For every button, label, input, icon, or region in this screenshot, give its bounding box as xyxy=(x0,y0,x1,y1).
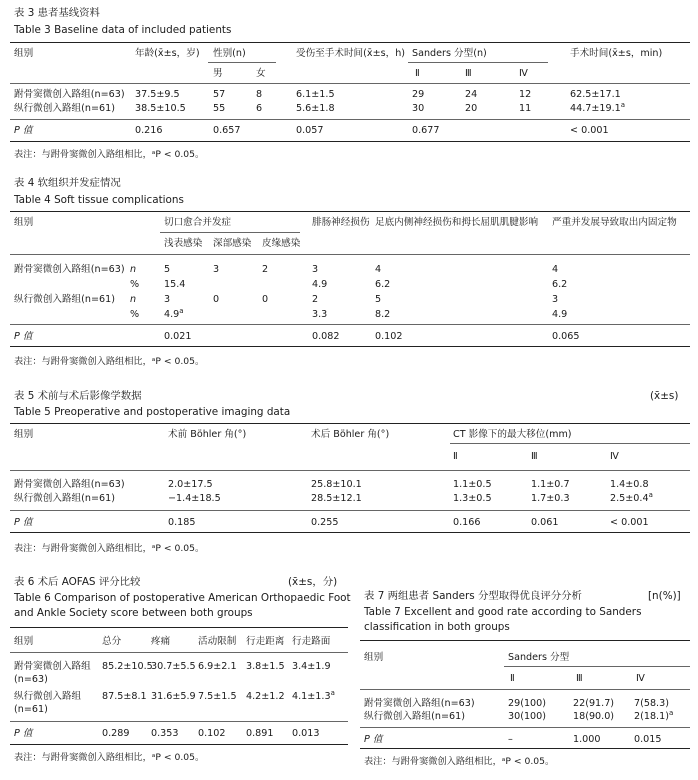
cell-p-total: 0.289 xyxy=(102,728,130,739)
cell-sural: 4.9 xyxy=(312,279,328,290)
p-rule xyxy=(10,119,690,120)
cell-sural: 3.3 xyxy=(312,309,328,320)
cell-injury-time: 5.6±1.8 xyxy=(296,103,335,114)
cell-ii: 29(100) xyxy=(508,698,547,709)
header-sural: 腓肠神经损伤 xyxy=(312,217,370,228)
cell-removal: 4 xyxy=(552,264,559,275)
cell-p-distance: 0.891 xyxy=(246,728,274,739)
cell-male: 57 xyxy=(213,89,226,100)
table-6-caption-cn: 表 6 术后 AOFAS 评分比较 xyxy=(14,576,141,588)
cell-op-time xyxy=(570,100,626,115)
cell-p-pre: 0.185 xyxy=(168,517,196,528)
row-group: 纵行微创入路组(n=61) xyxy=(364,711,465,722)
cell-iv: 12 xyxy=(519,89,532,100)
cell-p-surface: 0.013 xyxy=(292,728,320,739)
header-rule xyxy=(10,83,690,84)
cell-ii: 30(100) xyxy=(508,711,547,722)
cell-plantar: 5 xyxy=(375,294,382,305)
cell-distance: 4.2±1.2 xyxy=(246,691,285,702)
cell-total: 85.2±10.5 xyxy=(102,661,153,672)
cell-edge: 2 xyxy=(262,264,269,275)
cell-iv: 1.4±0.8 xyxy=(610,479,649,490)
header-group: 组别 xyxy=(14,636,34,647)
cell-p-ii: – xyxy=(508,734,513,745)
row-group: 纵行微创入路组(n=61) xyxy=(14,103,115,114)
header-sanders: Sanders 分型 xyxy=(508,652,570,663)
header-ii: Ⅱ xyxy=(453,451,458,462)
cell-sural: 3 xyxy=(312,264,319,275)
header-pre-bohler: 术前 Böhler 角(°) xyxy=(168,429,247,440)
table-5 xyxy=(0,385,698,560)
header-ii: Ⅱ xyxy=(415,68,420,79)
cell-removal: 6.2 xyxy=(552,279,568,290)
cell-p-ii: 0.166 xyxy=(453,517,481,528)
header-activity: 活动限制 xyxy=(198,636,237,647)
cell-superficial: 5 xyxy=(164,264,171,275)
bottom-rule xyxy=(10,532,690,533)
header-rule xyxy=(10,470,690,471)
ct-rule xyxy=(450,443,690,444)
cell-sural: 2 xyxy=(312,294,319,305)
cell-edge: 0 xyxy=(262,294,269,305)
cell-p-pain: 0.353 xyxy=(151,728,179,739)
header-injury-time: 受伤至手术时间(x̄±s，h) xyxy=(296,48,406,59)
cell-ii: 29 xyxy=(412,89,425,100)
cell-iii: 1.7±0.3 xyxy=(531,493,570,504)
row-group: 跗骨窦微创入路组(n=63) xyxy=(14,479,125,490)
header-group: 组别 xyxy=(14,429,34,440)
cell-surface-value: 4.1±1.3 xyxy=(292,691,331,702)
p-value-label: P 值 xyxy=(364,734,383,745)
row-stat: % xyxy=(130,279,140,290)
p-rule xyxy=(10,324,690,325)
header-rule xyxy=(10,254,690,255)
cell-p-iv: 0.015 xyxy=(634,734,662,745)
p-value-label: P 值 xyxy=(14,517,33,528)
table-3-note: 表注：与跗骨窦微创入路组相比，ᵃP < 0.05。 xyxy=(14,149,205,160)
cell-p-sanders: 0.677 xyxy=(412,125,440,136)
cell-p-wound: 0.021 xyxy=(164,331,192,342)
cell-p-iv: < 0.001 xyxy=(610,517,649,528)
cell-post: 25.8±10.1 xyxy=(311,479,362,490)
header-group: 组别 xyxy=(14,48,34,59)
cell-p-plantar: 0.102 xyxy=(375,331,403,342)
cell-iii: 22(91.7) xyxy=(573,698,615,709)
top-rule xyxy=(10,211,690,212)
header-removal: 严重并发展导致取出内固定物 xyxy=(552,217,677,228)
header-group: 组别 xyxy=(14,217,34,228)
header-iv: Ⅳ xyxy=(636,673,645,684)
bottom-rule xyxy=(10,744,348,745)
cell-iv-value: 2.5±0.4 xyxy=(610,493,649,504)
sex-rule xyxy=(208,62,276,63)
cell-p-removal: 0.065 xyxy=(552,331,580,342)
p-rule xyxy=(10,721,348,722)
cell-female: 8 xyxy=(256,89,263,100)
header-distance: 行走距离 xyxy=(246,636,285,647)
cell-superficial: 3 xyxy=(164,294,171,305)
table-5-caption-en: Table 5 Preoperative and postoperative imaging data xyxy=(14,406,291,418)
header-female: 女 xyxy=(256,68,266,79)
header-age: 年龄(x̄±s，岁) xyxy=(135,48,200,59)
cell-deep: 3 xyxy=(213,264,220,275)
sanders-rule xyxy=(504,666,690,667)
superscript-a: a xyxy=(620,100,626,109)
row-stat: n xyxy=(130,264,137,275)
row-group: 跗骨窦微创入路组(n=63) xyxy=(364,698,475,709)
bottom-rule xyxy=(10,141,690,142)
cell-p-iii: 1.000 xyxy=(573,734,601,745)
header-op-time: 手术时间(x̄±s，min) xyxy=(570,48,663,59)
header-wound-complication: 切口愈合并发症 xyxy=(164,217,232,228)
header-plantar: 足底内侧神经损伤和拇长屈肌肌腱影响 xyxy=(375,217,539,228)
table-5-unit: (x̄±s) xyxy=(650,390,679,402)
row-stat: n xyxy=(130,294,137,305)
header-iv: Ⅳ xyxy=(610,451,619,462)
bottom-rule xyxy=(10,346,690,347)
header-ii: Ⅱ xyxy=(510,673,515,684)
top-rule xyxy=(360,640,690,641)
header-group: 组别 xyxy=(364,652,384,663)
row-group-line1: 纵行微创入路组 xyxy=(14,691,82,702)
table-4 xyxy=(0,170,698,370)
row-group: 跗骨窦微创入路组(n=63) xyxy=(14,89,125,100)
cell-ii: 1.3±0.5 xyxy=(453,493,492,504)
cell-iv xyxy=(610,490,653,505)
header-iii: Ⅲ xyxy=(576,673,583,684)
p-rule xyxy=(360,727,690,728)
table-7-caption-en-line2: classification in both groups xyxy=(364,621,510,633)
row-group-line1: 跗骨窦微创入路组 xyxy=(14,661,91,672)
header-superficial: 浅表感染 xyxy=(164,238,203,249)
cell-male: 55 xyxy=(213,103,226,114)
table-7-caption-cn: 表 7 两组患者 Sanders 分型取得优良评分分析 xyxy=(364,590,582,602)
row-stat: % xyxy=(130,309,140,320)
table-4-caption-cn: 表 4 软组织并发症情况 xyxy=(14,177,121,189)
cell-p-post: 0.255 xyxy=(311,517,339,528)
table-3-caption-en: Table 3 Baseline data of included patients xyxy=(14,24,232,36)
row-group-line2: (n=63) xyxy=(14,674,48,685)
cell-removal: 3 xyxy=(552,294,559,305)
cell-iv: 7(58.3) xyxy=(634,698,669,709)
header-rule xyxy=(10,652,348,653)
cell-iii: 18(90.0) xyxy=(573,711,615,722)
table-6-caption-en-line1: Table 6 Comparison of postoperative American Orthopaedic Foot xyxy=(14,592,351,604)
cell-plantar: 6.2 xyxy=(375,279,391,290)
cell-superficial-value: 4.9 xyxy=(164,309,180,320)
p-value-label: P 值 xyxy=(14,728,33,739)
header-pain: 疼痛 xyxy=(151,636,171,647)
superscript-a: a xyxy=(648,490,653,499)
cell-iv xyxy=(634,708,674,723)
wound-rule xyxy=(160,232,300,233)
superscript-a: a xyxy=(668,708,674,717)
cell-p-op-time: < 0.001 xyxy=(570,125,609,136)
cell-p-sex: 0.657 xyxy=(213,125,241,136)
table-7 xyxy=(358,572,698,780)
table-3-caption-cn: 表 3 患者基线资料 xyxy=(14,7,100,19)
cell-op-time-value: 44.7±19.1 xyxy=(570,103,621,114)
cell-pre: −1.4±18.5 xyxy=(168,493,221,504)
cell-p-iii: 0.061 xyxy=(531,517,559,528)
header-iii: Ⅲ xyxy=(465,68,472,79)
cell-female: 6 xyxy=(256,103,263,114)
table-6 xyxy=(0,572,351,780)
table-5-caption-cn: 表 5 术前与术后影像学数据 xyxy=(14,390,142,402)
cell-p-activity: 0.102 xyxy=(198,728,226,739)
top-rule xyxy=(10,627,348,628)
cell-pre: 2.0±17.5 xyxy=(168,479,213,490)
p-value-label: P 值 xyxy=(14,331,33,342)
row-group: 纵行微创入路组(n=61) xyxy=(14,294,115,305)
header-male: 男 xyxy=(213,68,223,79)
p-rule xyxy=(10,510,690,511)
cell-plantar: 4 xyxy=(375,264,382,275)
header-iii: Ⅲ xyxy=(531,451,538,462)
table-4-note: 表注：与跗骨窦微创入路组相比，ᵃP < 0.05。 xyxy=(14,356,205,367)
header-deep: 深部感染 xyxy=(213,238,252,249)
table-6-unit: (x̄±s，分) xyxy=(288,576,338,588)
row-group-line2: (n=61) xyxy=(14,704,48,715)
cell-p-age: 0.216 xyxy=(135,125,163,136)
header-ct-displacement: CT 影像下的最大移位(mm) xyxy=(453,429,572,440)
table-4-caption-en: Table 4 Soft tissue complications xyxy=(14,194,184,206)
header-iv: Ⅳ xyxy=(519,68,528,79)
header-edge: 皮缘感染 xyxy=(262,238,301,249)
cell-removal: 4.9 xyxy=(552,309,568,320)
cell-pain: 31.6±5.9 xyxy=(151,691,196,702)
cell-superficial xyxy=(164,306,184,321)
cell-superficial: 15.4 xyxy=(164,279,186,290)
top-rule xyxy=(10,42,690,43)
header-total: 总分 xyxy=(102,636,122,647)
table-6-note: 表注：与跗骨窦微创入路组相比，ᵃP < 0.05。 xyxy=(14,752,205,763)
cell-pain: 30.7±5.5 xyxy=(151,661,196,672)
bottom-rule xyxy=(360,748,690,749)
header-rule xyxy=(360,689,690,690)
cell-p-sural: 0.082 xyxy=(312,331,340,342)
table-5-note: 表注：与跗骨窦微创入路组相比，ᵃP < 0.05。 xyxy=(14,543,205,554)
cell-surface: 3.4±1.9 xyxy=(292,661,331,672)
cell-p-injury-time: 0.057 xyxy=(296,125,324,136)
p-value-label: P 值 xyxy=(14,125,33,136)
superscript-a: a xyxy=(179,306,184,315)
cell-ii: 30 xyxy=(412,103,425,114)
cell-deep: 0 xyxy=(213,294,220,305)
sanders-rule xyxy=(408,62,548,63)
cell-iv: 11 xyxy=(519,103,532,114)
cell-iii: 24 xyxy=(465,89,478,100)
cell-iii: 20 xyxy=(465,103,478,114)
cell-op-time: 62.5±17.1 xyxy=(570,89,621,100)
table-6-caption-en-line2: and Ankle Society score between both groups xyxy=(14,607,253,619)
header-post-bohler: 术后 Böhler 角(°) xyxy=(311,429,390,440)
header-sex: 性别(n) xyxy=(213,48,246,59)
header-surface: 行走路面 xyxy=(292,636,331,647)
cell-injury-time: 6.1±1.5 xyxy=(296,89,335,100)
cell-plantar: 8.2 xyxy=(375,309,391,320)
cell-total: 87.5±8.1 xyxy=(102,691,147,702)
cell-iv-value: 2(18.1) xyxy=(634,711,669,722)
cell-surface xyxy=(292,688,335,703)
row-group: 纵行微创入路组(n=61) xyxy=(14,493,115,504)
header-sanders: Sanders 分型(n) xyxy=(412,48,487,59)
cell-distance: 3.8±1.5 xyxy=(246,661,285,672)
table-7-unit: [n(%)] xyxy=(648,590,681,602)
cell-activity: 6.9±2.1 xyxy=(198,661,237,672)
table-7-note: 表注：与跗骨窦微创入路组相比，ᵃP < 0.05。 xyxy=(364,756,555,767)
table-7-caption-en-line1: Table 7 Excellent and good rate according to Sanders xyxy=(364,606,642,618)
cell-age: 37.5±9.5 xyxy=(135,89,180,100)
cell-ii: 1.1±0.5 xyxy=(453,479,492,490)
cell-iii: 1.1±0.7 xyxy=(531,479,570,490)
cell-post: 28.5±12.1 xyxy=(311,493,362,504)
row-group: 跗骨窦微创入路组(n=63) xyxy=(14,264,125,275)
cell-age: 38.5±10.5 xyxy=(135,103,186,114)
superscript-a: a xyxy=(330,688,335,697)
table-3 xyxy=(0,0,698,170)
top-rule xyxy=(10,423,690,424)
cell-activity: 7.5±1.5 xyxy=(198,691,237,702)
